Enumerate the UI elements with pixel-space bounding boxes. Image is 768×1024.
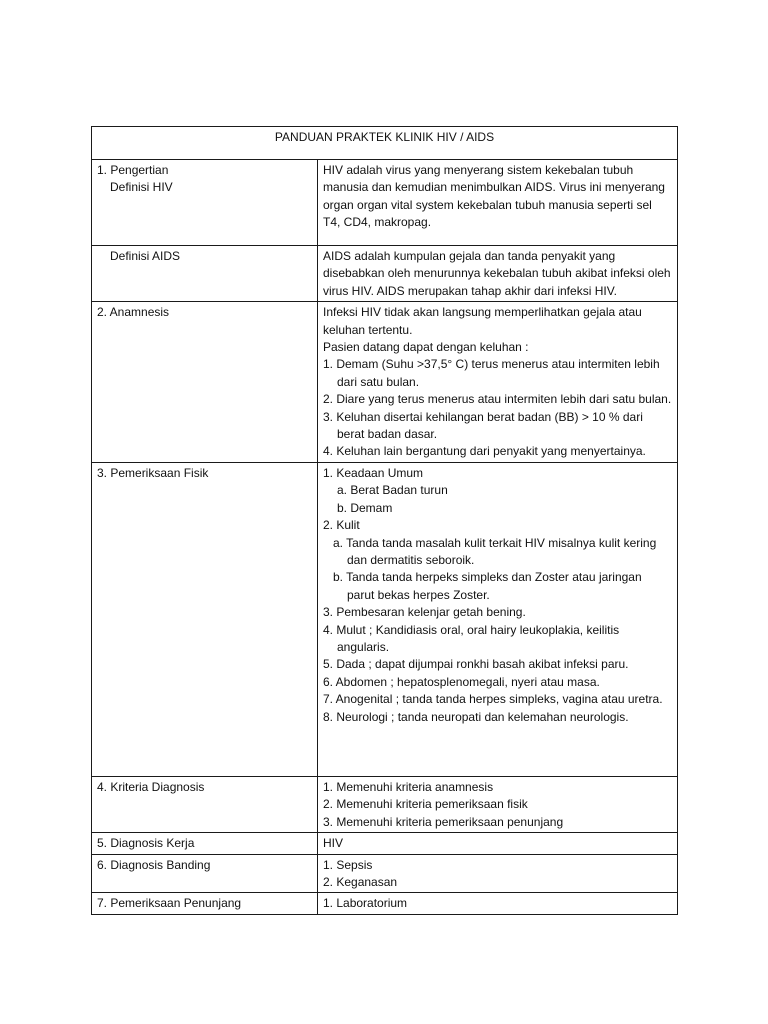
list-item: a. Tanda tanda masalah kulit terkait HIV misalnya kulit kering dan dermatitis seboroik. bbox=[333, 535, 657, 567]
pemeriksaan-fisik-content bbox=[318, 462, 678, 776]
definisi-aids-label-cell bbox=[92, 246, 318, 302]
anamnesis-content bbox=[318, 302, 678, 463]
list-item: 5. Dada ; dapat dijumpai ronkhi basah akibat infeksi paru. bbox=[323, 657, 629, 672]
table-row bbox=[92, 776, 678, 832]
list-item: 6. Abdomen ; hepatosplenomegali, nyeri atau masa. bbox=[323, 674, 600, 689]
list-item: b. Demam bbox=[337, 500, 393, 515]
list-item: 3. Keluhan disertai kehilangan berat badan (BB) > 10 % dari berat badan dasar. bbox=[323, 409, 643, 442]
list-item: 2. Diare yang terus menerus atau intermiten lebih dari satu bulan. bbox=[323, 392, 672, 407]
diagnosis-banding-content bbox=[318, 854, 678, 893]
list-item: b. Tanda tanda herpeks simpleks dan Zoster atau jaringan parut bekas herpes Zoster. bbox=[333, 570, 642, 602]
table-row bbox=[92, 127, 678, 160]
definisi-aids-label: Definisi AIDS bbox=[110, 249, 181, 263]
kriteria-diagnosis-content bbox=[318, 776, 678, 832]
anamnesis-intro-2: Pasien datang dapat dengan keluhan : bbox=[323, 340, 529, 355]
pengertian-label-cell bbox=[92, 160, 318, 246]
list-item: a. Berat Badan turun bbox=[337, 483, 448, 498]
list-item: 1. Sepsis bbox=[323, 857, 373, 872]
anamnesis-intro: Infeksi HIV tidak akan langsung memperlihatkan gejala atau keluhan tertentu. bbox=[323, 305, 642, 337]
diagnosis-banding-label: 6. Diagnosis Banding bbox=[92, 854, 318, 893]
diagnosis-kerja-label: 5. Diagnosis Kerja bbox=[92, 833, 318, 854]
definisi-hiv-label: Definisi HIV bbox=[110, 180, 173, 195]
list-item: 2. Memenuhi kriteria pemeriksaan fisik bbox=[323, 797, 528, 812]
table-row bbox=[92, 893, 678, 914]
list-item: 1. Laboratorium bbox=[323, 896, 408, 911]
list-item: 8. Neurologi ; tanda neuropati dan kelemahan neurologis. bbox=[323, 709, 629, 724]
kriteria-diagnosis-label: 4. Kriteria Diagnosis bbox=[92, 776, 318, 832]
definisi-aids-text: AIDS adalah kumpulan gejala dan tanda penyakit yang disebabkan oleh menurunnya kekebalan tubuh akibat infeksi oleh virus HIV. AIDS merupakan tahap akhir dari infeksi HIV. bbox=[318, 246, 678, 302]
list-item: 3. Memenuhi kriteria pemeriksaan penunjang bbox=[323, 814, 564, 829]
anamnesis-label: 2. Anamnesis bbox=[92, 302, 318, 463]
table-row bbox=[92, 246, 678, 302]
list-item: 7. Anogenital ; tanda tanda herpes simpleks, vagina atau uretra. bbox=[323, 692, 663, 707]
definisi-hiv-text: HIV adalah virus yang menyerang sistem kekebalan tubuh manusia dan kemudian menimbulkan AIDS. Virus ini menyerang organ organ vital system kekebalan tubuh manusia seperti sel T4, CD4, makropag. bbox=[318, 160, 678, 246]
pemeriksaan-penunjang-label: 7. Pemeriksaan Penunjang bbox=[92, 893, 318, 914]
table-row bbox=[92, 833, 678, 854]
list-item: 2. Keganasan bbox=[323, 874, 398, 889]
table-row bbox=[92, 160, 678, 246]
pemeriksaan-penunjang-content bbox=[318, 893, 678, 914]
clinical-guideline-table bbox=[91, 126, 678, 915]
list-item: 4. Keluhan lain bergantung dari penyakit yang menyertainya. bbox=[323, 444, 646, 459]
list-item: 2. Kulit bbox=[323, 518, 360, 533]
list-item: 3. Pembesaran kelenjar getah bening. bbox=[323, 605, 526, 620]
diagnosis-kerja-value: HIV bbox=[318, 833, 678, 854]
table-row bbox=[92, 462, 678, 776]
list-item: 4. Mulut ; Kandidiasis oral, oral hairy leukoplakia, keilitis angularis. bbox=[323, 622, 620, 654]
pemeriksaan-fisik-label: 3. Pemeriksaan Fisik bbox=[92, 462, 318, 776]
table-row bbox=[92, 854, 678, 893]
list-item: 1. Keadaan Umum bbox=[323, 465, 424, 480]
pengertian-label: 1. Pengertian bbox=[97, 163, 169, 177]
list-item: 1. Memenuhi kriteria anamnesis bbox=[323, 779, 494, 794]
document-title: PANDUAN PRAKTEK KLINIK HIV / AIDS bbox=[92, 127, 678, 160]
table-row bbox=[92, 302, 678, 463]
list-item: 1. Demam (Suhu >37,5° C) terus menerus atau intermiten lebih dari satu bulan. bbox=[323, 357, 660, 389]
